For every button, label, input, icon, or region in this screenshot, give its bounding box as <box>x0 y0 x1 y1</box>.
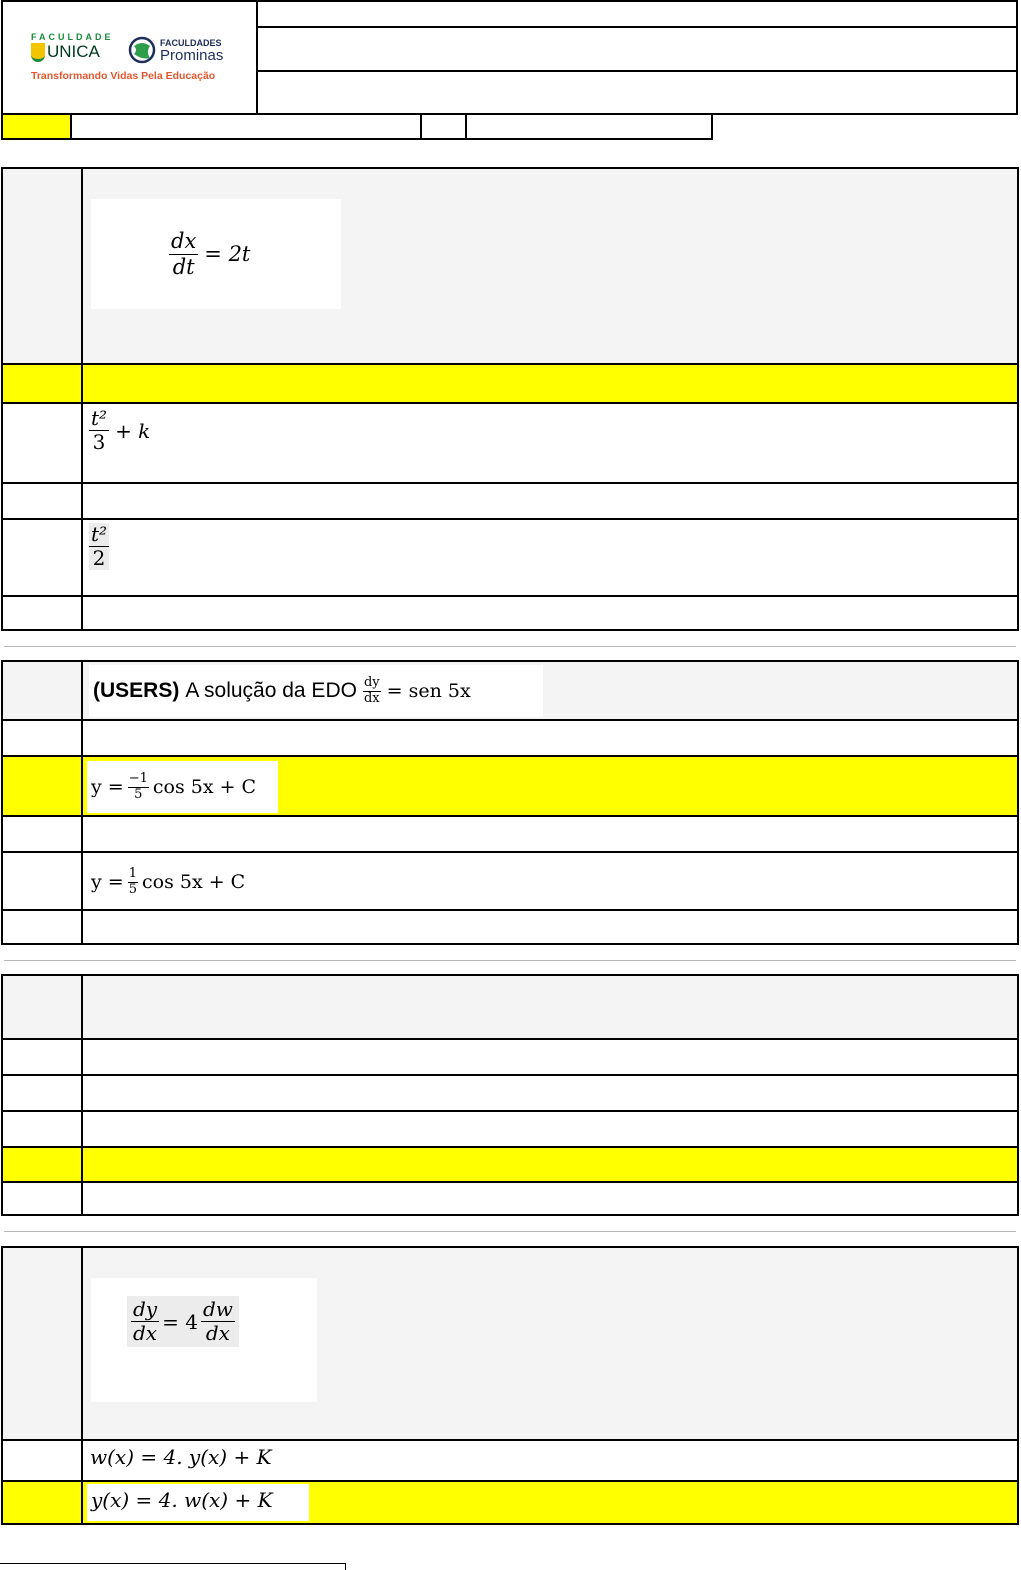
row-label-cell <box>3 597 83 629</box>
q1-option-d-row <box>3 520 1017 597</box>
footer-rule <box>0 1563 345 1564</box>
question-2-statement-row <box>3 662 1017 721</box>
question-2-table <box>1 660 1019 945</box>
row-label-cell <box>3 976 83 1038</box>
q2-option-b-row <box>3 757 1017 817</box>
q1-b-denominator: 3 <box>92 430 106 454</box>
q2-d-denominator: 5 <box>128 881 137 897</box>
q2-ode-fraction <box>363 676 381 706</box>
logo-tagline: Transformando Vidas Pela Educação <box>31 70 216 82</box>
q3-option-e-row <box>3 1183 1017 1214</box>
q2-statement-image <box>89 665 543 717</box>
q4-lhs-numerator: dy <box>133 1297 158 1321</box>
question-1-statement-row <box>3 169 1017 365</box>
q2-d-fraction <box>128 867 138 897</box>
separator-line <box>4 646 1016 647</box>
q2-option-b-math <box>87 761 278 813</box>
q4-option-a-math: w(x) = 4. y(x) + K <box>90 1445 272 1469</box>
q2-ode-denominator: dx <box>363 690 380 706</box>
row-label-cell <box>3 721 83 755</box>
question-3-statement-row <box>3 976 1017 1040</box>
q2-option-d-row <box>3 853 1017 911</box>
row-label-cell <box>3 757 83 815</box>
header-field-2 <box>256 26 1018 72</box>
row-label-cell <box>3 1441 83 1480</box>
row-label-cell <box>3 853 83 909</box>
row-label-cell <box>3 1183 83 1214</box>
q4-equation-image <box>91 1278 317 1402</box>
q2-option-a-row <box>3 721 1017 757</box>
header-logo-box <box>1 0 258 115</box>
q2-source-tag: (USERS) <box>93 679 180 702</box>
separator-line <box>4 960 1016 961</box>
faculdades-label: FACULDADES <box>160 37 222 48</box>
q2-ode-rhs: = sen 5x <box>386 680 471 702</box>
q1-option-c-row <box>3 484 1017 520</box>
header-field-3 <box>256 70 1018 115</box>
q1-equation-image <box>91 199 341 309</box>
q1-option-b-row <box>3 404 1017 484</box>
faculdade-label: FACULDADE <box>31 32 114 42</box>
separator-line <box>4 1231 1016 1232</box>
prominas-label: Prominas <box>160 46 224 64</box>
unica-u-icon <box>31 43 45 62</box>
q4-rhs-numerator: dw <box>202 1297 233 1321</box>
q1-d-fraction <box>89 523 109 570</box>
q2-b-lhs: y = <box>91 776 124 798</box>
footer-rule-tick <box>345 1563 346 1570</box>
q1-denominator: dt <box>172 254 195 279</box>
q2-option-d-math <box>87 857 245 907</box>
globe-icon <box>128 36 156 64</box>
row-label-cell <box>3 1482 83 1523</box>
q1-option-e-row <box>3 597 1017 629</box>
row-label-cell <box>3 169 83 363</box>
row-label-cell <box>3 662 83 719</box>
q2-ode-numerator: dy <box>363 675 380 691</box>
q2-option-e-row <box>3 911 1017 943</box>
q1-d-denominator: 2 <box>92 546 106 570</box>
q3-option-d-row <box>3 1148 1017 1183</box>
q1-rhs: = 2t <box>204 242 251 266</box>
q1-fraction <box>169 229 198 278</box>
header-small-cell <box>420 113 467 140</box>
prominas-logo <box>128 33 238 67</box>
q2-b-fraction <box>128 772 149 802</box>
row-label-cell <box>3 365 83 402</box>
q4-option-a-row <box>3 1441 1017 1482</box>
header-date-cell <box>465 113 713 140</box>
header-field-1 <box>256 0 1018 28</box>
q4-lhs-fraction <box>131 1298 159 1345</box>
q2-d-lhs: y = <box>91 871 124 893</box>
q2-b-rhs: cos 5x + C <box>152 776 257 798</box>
question-4-statement-row <box>3 1248 1017 1441</box>
q4-lhs-denominator: dx <box>133 1321 158 1345</box>
q4-rhs-denominator: dx <box>205 1321 230 1345</box>
q2-prefix-text: A solução da EDO <box>185 679 357 702</box>
question-3-table <box>1 974 1019 1216</box>
q4-option-b-row <box>3 1482 1017 1523</box>
q1-d-numerator: t² <box>91 522 108 546</box>
q1-option-d-math <box>89 523 109 570</box>
row-label-cell <box>3 1112 83 1146</box>
row-label-cell <box>3 1148 83 1181</box>
q4-option-b-math: y(x) = 4. w(x) + K <box>87 1484 309 1521</box>
q2-d-numerator: 1 <box>128 866 137 882</box>
q1-b-suffix: + k <box>115 418 151 443</box>
q4-rhs-fraction <box>201 1298 235 1345</box>
row-label-cell <box>3 817 83 851</box>
header-grade-cell <box>1 113 72 140</box>
q4-equation <box>127 1296 239 1347</box>
q2-option-c-row <box>3 817 1017 853</box>
q1-numerator: dx <box>171 229 197 254</box>
q2-d-rhs: cos 5x + C <box>141 871 246 893</box>
q2-b-denominator: 5 <box>134 786 143 802</box>
row-label-cell <box>3 520 83 595</box>
faculdade-unica-logo <box>31 32 131 68</box>
q1-b-numerator: t² <box>91 406 108 430</box>
unica-label: UNICA <box>47 42 100 61</box>
row-label-cell <box>3 484 83 518</box>
q3-option-c-row <box>3 1112 1017 1148</box>
q1-option-a-row <box>3 365 1017 404</box>
row-label-cell <box>3 1076 83 1110</box>
row-label-cell <box>3 404 83 482</box>
q1-option-b-math <box>89 407 150 454</box>
q3-option-a-row <box>3 1040 1017 1076</box>
q2-b-numerator: −1 <box>128 771 148 787</box>
row-label-cell <box>3 911 83 943</box>
header-student-cell <box>70 113 422 140</box>
q4-mid: = 4 <box>162 1309 198 1334</box>
row-label-cell <box>3 1248 83 1439</box>
question-1-table <box>1 167 1019 631</box>
row-label-cell <box>3 1040 83 1074</box>
question-4-table <box>1 1246 1019 1525</box>
q1-b-fraction <box>89 407 109 454</box>
q3-option-b-row <box>3 1076 1017 1112</box>
